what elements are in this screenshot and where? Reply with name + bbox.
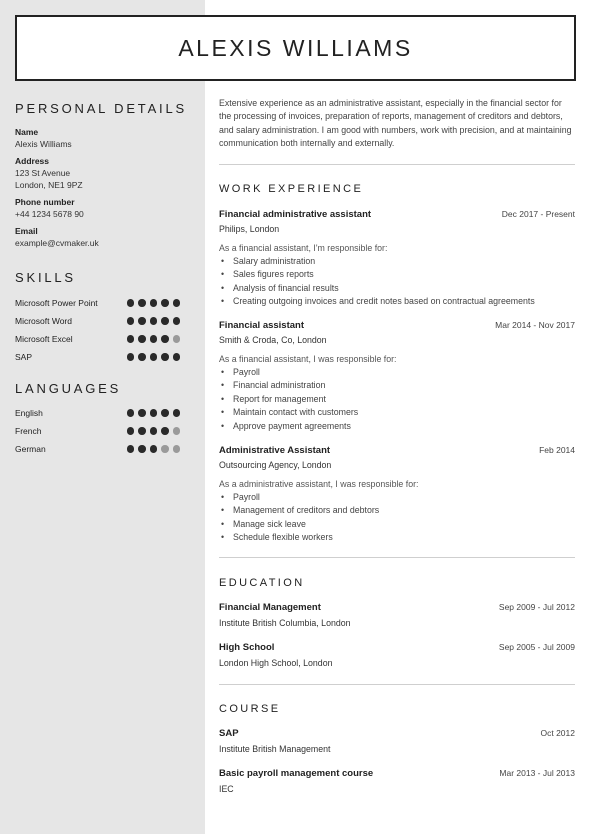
education-heading: EDUCATION	[219, 577, 305, 589]
job-duties-list	[219, 491, 575, 545]
list-item: • Payroll	[219, 491, 575, 504]
name-label: Name	[15, 127, 39, 137]
list-item: • Financial administration	[219, 379, 575, 392]
languages-heading: LANGUAGES	[15, 381, 122, 396]
list-item: • Analysis of financial results	[219, 282, 575, 295]
job-title: Financial assistant	[219, 320, 305, 331]
rating-dot-empty	[173, 427, 181, 435]
job-intro: As a administrative assistant, I was responsible for:	[219, 479, 419, 489]
job-duties-list	[219, 366, 575, 433]
rating-dot-filled	[127, 335, 135, 343]
rating-dot-filled	[173, 409, 181, 417]
email-value[interactable]: example@cvmaker.uk	[15, 238, 99, 248]
work-experience-heading: WORK EXPERIENCE	[219, 183, 364, 195]
job-date: Feb 2014	[539, 445, 575, 455]
rating-dot-filled	[161, 317, 169, 325]
divider	[219, 164, 575, 165]
skill-label: Microsoft Power Point	[15, 298, 98, 308]
list-item: • Sales figures reports	[219, 268, 575, 281]
rating-dot-filled	[150, 317, 158, 325]
rating-dot-filled	[150, 409, 158, 417]
language-label: French	[15, 426, 42, 436]
language-row	[15, 443, 180, 455]
language-row	[15, 407, 180, 419]
rating-dot-filled	[173, 299, 181, 307]
course-heading: COURSE	[219, 703, 281, 715]
list-item: • Maintain contact with customers	[219, 406, 575, 419]
skill-label: Microsoft Excel	[15, 334, 73, 344]
language-label: German	[15, 444, 46, 454]
name-value: Alexis Williams	[15, 139, 72, 149]
job-company: Philips, London	[219, 224, 280, 234]
language-rating	[127, 409, 181, 417]
job-intro: As a financial assistant, I was responsible for:	[219, 354, 397, 364]
job-title: Administrative Assistant	[219, 445, 331, 456]
list-item: • Management of creditors and debtors	[219, 504, 575, 517]
rating-dot-filled	[161, 299, 169, 307]
job-company: Smith & Croda, Co, London	[219, 335, 327, 345]
rating-dot-filled	[161, 335, 169, 343]
rating-dot-filled	[150, 335, 158, 343]
skill-row	[15, 297, 180, 309]
list-item: • Schedule flexible workers	[219, 531, 575, 544]
rating-dot-filled	[150, 427, 158, 435]
rating-dot-filled	[127, 353, 135, 361]
divider	[219, 684, 575, 685]
rating-dot-filled	[150, 353, 158, 361]
rating-dot-filled	[127, 409, 135, 417]
rating-dot-filled	[138, 445, 146, 453]
rating-dot-filled	[138, 427, 146, 435]
job-title: Financial administrative assistant	[219, 209, 372, 220]
language-rating	[127, 427, 181, 435]
name-header	[15, 15, 576, 81]
candidate-name: ALEXIS WILLIAMS	[178, 34, 413, 61]
rating-dot-filled	[173, 353, 181, 361]
rating-dot-filled	[138, 409, 146, 417]
education-institution: London High School, London	[219, 658, 333, 668]
rating-dot-filled	[161, 409, 169, 417]
course-title: SAP	[219, 728, 239, 739]
rating-dot-filled	[150, 299, 158, 307]
list-item: • Creating outgoing invoices and credit notes based on contractual agreements	[219, 295, 575, 308]
divider	[219, 557, 575, 558]
course-institution: IEC	[219, 784, 234, 794]
rating-dot-filled	[161, 353, 169, 361]
list-item: • Report for management	[219, 393, 575, 406]
job-duties-list	[219, 255, 575, 309]
rating-dot-filled	[150, 445, 158, 453]
phone-label: Phone number	[15, 197, 75, 207]
skill-label: SAP	[15, 352, 33, 362]
job-intro: As a financial assistant, I'm responsible for:	[219, 243, 388, 253]
course-date: Oct 2012	[540, 728, 575, 738]
language-rating	[127, 445, 181, 453]
rating-dot-filled	[127, 445, 135, 453]
job-date: Mar 2014 - Nov 2017	[495, 320, 575, 330]
rating-dot-filled	[127, 427, 135, 435]
rating-dot-filled	[138, 353, 146, 361]
rating-dot-filled	[138, 317, 146, 325]
rating-dot-filled	[138, 335, 146, 343]
job-date: Dec 2017 - Present	[501, 209, 575, 219]
list-item: • Manage sick leave	[219, 518, 575, 531]
education-date: Sep 2005 - Jul 2009	[498, 642, 575, 652]
list-item: • Payroll	[219, 366, 575, 379]
course-title: Basic payroll management course	[219, 768, 374, 779]
rating-dot-empty	[173, 335, 181, 343]
address-line2: London, NE1 9PZ	[15, 180, 83, 190]
skills-heading: SKILLS	[15, 270, 76, 285]
skill-row	[15, 315, 180, 327]
personal-details-heading: PERSONAL DETAILS	[15, 101, 187, 116]
skill-row	[15, 333, 180, 345]
rating-dot-filled	[173, 317, 181, 325]
job-company: Outsourcing Agency, London	[219, 460, 332, 470]
rating-dot-filled	[138, 299, 146, 307]
skill-rating	[127, 353, 181, 361]
language-row	[15, 425, 180, 437]
skill-rating	[127, 317, 181, 325]
profile-summary: Extensive experience as an administrative assistant, especially in the financial sector for the processing of invoices, preparation of reports, management of creditors and debtors, and salary administration. I am good with numbers, work with precision, and at maintaining communication both internally and externally.	[219, 98, 572, 149]
skill-row	[15, 351, 180, 363]
skill-rating	[127, 335, 181, 343]
skill-rating	[127, 299, 181, 307]
rating-dot-empty	[173, 445, 181, 453]
list-item: • Salary administration	[219, 255, 575, 268]
rating-dot-filled	[127, 299, 135, 307]
email-label: Email	[15, 226, 38, 236]
phone-value: +44 1234 5678 90	[15, 209, 84, 219]
skill-label: Microsoft Word	[15, 316, 72, 326]
education-date: Sep 2009 - Jul 2012	[498, 602, 575, 612]
education-title: High School	[219, 642, 275, 653]
language-label: English	[15, 408, 43, 418]
address-line1: 123 St Avenue	[15, 168, 71, 178]
course-date: Mar 2013 - Jul 2013	[499, 768, 575, 778]
education-institution: Institute British Columbia, London	[219, 618, 351, 628]
rating-dot-empty	[161, 445, 169, 453]
rating-dot-filled	[127, 317, 135, 325]
address-label: Address	[15, 156, 50, 166]
education-title: Financial Management	[219, 602, 321, 613]
list-item: • Approve payment agreements	[219, 420, 575, 433]
rating-dot-filled	[161, 427, 169, 435]
course-institution: Institute British Management	[219, 744, 331, 754]
